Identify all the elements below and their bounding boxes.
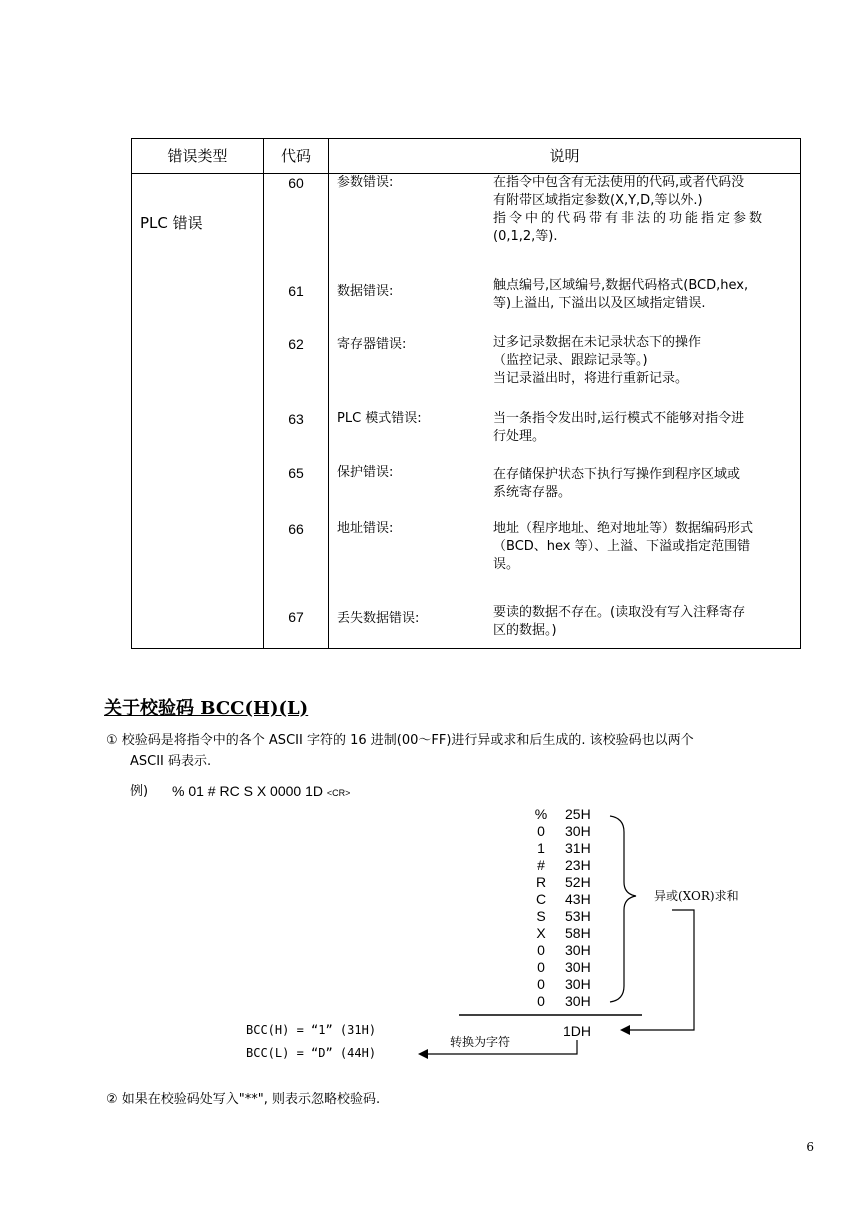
page-number: 6 (806, 1140, 814, 1154)
arrow-left-icon (620, 1025, 630, 1035)
code-67: 67 (288, 609, 304, 625)
xor-hex: 23H (565, 857, 591, 873)
arrow-left-icon (418, 1049, 428, 1059)
convert-label: 转换为字符 (450, 1035, 511, 1049)
code-66: 66 (288, 521, 304, 537)
item-2: ② 如果在校验码处写入"**", 则表示忽略校验码. (106, 1092, 381, 1107)
item-1-line-1: ① 校验码是将指令中的各个 ASCII 字符的 16 进制(00～FF)进行异或求和后生成的. 该校验码也以两个 (106, 733, 694, 748)
desc-line: 在指令中包含有无法使用的代码,或者代码没 (493, 175, 745, 190)
item-1-line-2: ASCII 码表示. (130, 754, 212, 769)
xor-hex: 30H (565, 993, 591, 1009)
error-name-61: 数据错误: (337, 284, 394, 299)
code-65: 65 (288, 465, 304, 481)
header-error-type: 错误类型 (132, 139, 264, 174)
bcc-low: BCC(L) = “D” (44H) (246, 1046, 377, 1060)
xor-char: 1 (537, 840, 545, 856)
xor-hex: 30H (565, 942, 591, 958)
xor-char: S (536, 908, 546, 924)
desc-line: 在存储保护状态下执行写操作到程序区域或 (493, 467, 741, 482)
example-command-text: % 01 # RC S X 0000 1D (172, 783, 323, 799)
brace-icon (610, 816, 636, 1002)
error-name-67: 丢失数据错误: (337, 611, 420, 626)
xor-char: 0 (537, 959, 545, 975)
header-code: 代码 (264, 139, 329, 174)
xor-sum-label: 异或(XOR)求和 (654, 889, 739, 903)
error-name-63: PLC 模式错误: (337, 411, 422, 426)
xor-char: # (537, 857, 545, 873)
xor-char: C (535, 891, 547, 907)
header-description: 说明 (329, 139, 801, 174)
section-title: 关于校验码 BCC(H)(L) (104, 698, 309, 719)
xor-char: X (536, 925, 546, 941)
desc-line: （监控记录、跟踪记录等。) (493, 353, 648, 368)
xor-char: 0 (537, 942, 545, 958)
xor-hex: 58H (565, 925, 591, 941)
xor-hex: 43H (565, 891, 591, 907)
desc-line: 地址（程序地址、绝对地址等）数据编码形式 (493, 521, 754, 536)
desc-line: 系统寄存器。 (493, 485, 572, 500)
xor-hex: 53H (565, 908, 591, 924)
code-60: 60 (288, 175, 304, 191)
error-name-66: 地址错误: (337, 521, 394, 536)
desc-line: 当记录溢出时，将进行重新记录。 (493, 371, 689, 386)
xor-char: 0 (537, 976, 545, 992)
xor-char: R (535, 874, 547, 890)
code-63: 63 (288, 411, 304, 427)
desc-line: 有附带区域指定参数(X,Y,D,等以外.) (493, 193, 703, 208)
desc-line: 区的数据。) (493, 623, 557, 638)
xor-char: 0 (537, 993, 545, 1009)
desc-line: 行处理。 (493, 429, 546, 444)
example-label: 例) (130, 784, 149, 799)
xor-connector-line (628, 910, 694, 1030)
xor-hex: 52H (565, 874, 591, 890)
xor-hex: 30H (565, 976, 591, 992)
carriage-return-marker: <CR> (326, 788, 351, 798)
code-61: 61 (288, 283, 304, 299)
error-name-60: 参数错误: (337, 175, 394, 190)
code-62: 62 (288, 336, 304, 352)
xor-hex: 25H (565, 806, 591, 822)
desc-line: 过多记录数据在未记录状态下的操作 (493, 335, 702, 350)
desc-line: 当一条指令发出时,运行模式不能够对指令进 (493, 411, 745, 426)
desc-line: (0,1,2,等). (493, 229, 558, 244)
desc-line: （BCD、hex 等）、上溢、下溢或指定范围错 (493, 539, 751, 554)
desc-line: 指令中的代码带有非法的功能指定参数 (493, 211, 766, 226)
error-name-65: 保护错误: (337, 465, 394, 480)
xor-char: % (534, 806, 548, 822)
error-name-62: 寄存器错误: (337, 337, 407, 352)
bcc-high: BCC(H) = “1” (31H) (246, 1023, 377, 1037)
xor-hex: 30H (565, 959, 591, 975)
xor-char: 0 (537, 823, 545, 839)
desc-line: 等)上溢出, 下溢出以及区域指定错误. (493, 296, 706, 311)
error-type-cell: PLC 错误 (132, 174, 264, 649)
desc-line: 误。 (493, 557, 520, 572)
xor-hex: 30H (565, 823, 591, 839)
desc-line: 触点编号,区域编号,数据代码格式(BCD,hex, (493, 278, 749, 293)
xor-hex: 31H (565, 840, 591, 856)
xor-result: 1DH (563, 1023, 592, 1039)
desc-line: 要读的数据不存在。(读取没有写入注释寄存 (493, 605, 746, 620)
